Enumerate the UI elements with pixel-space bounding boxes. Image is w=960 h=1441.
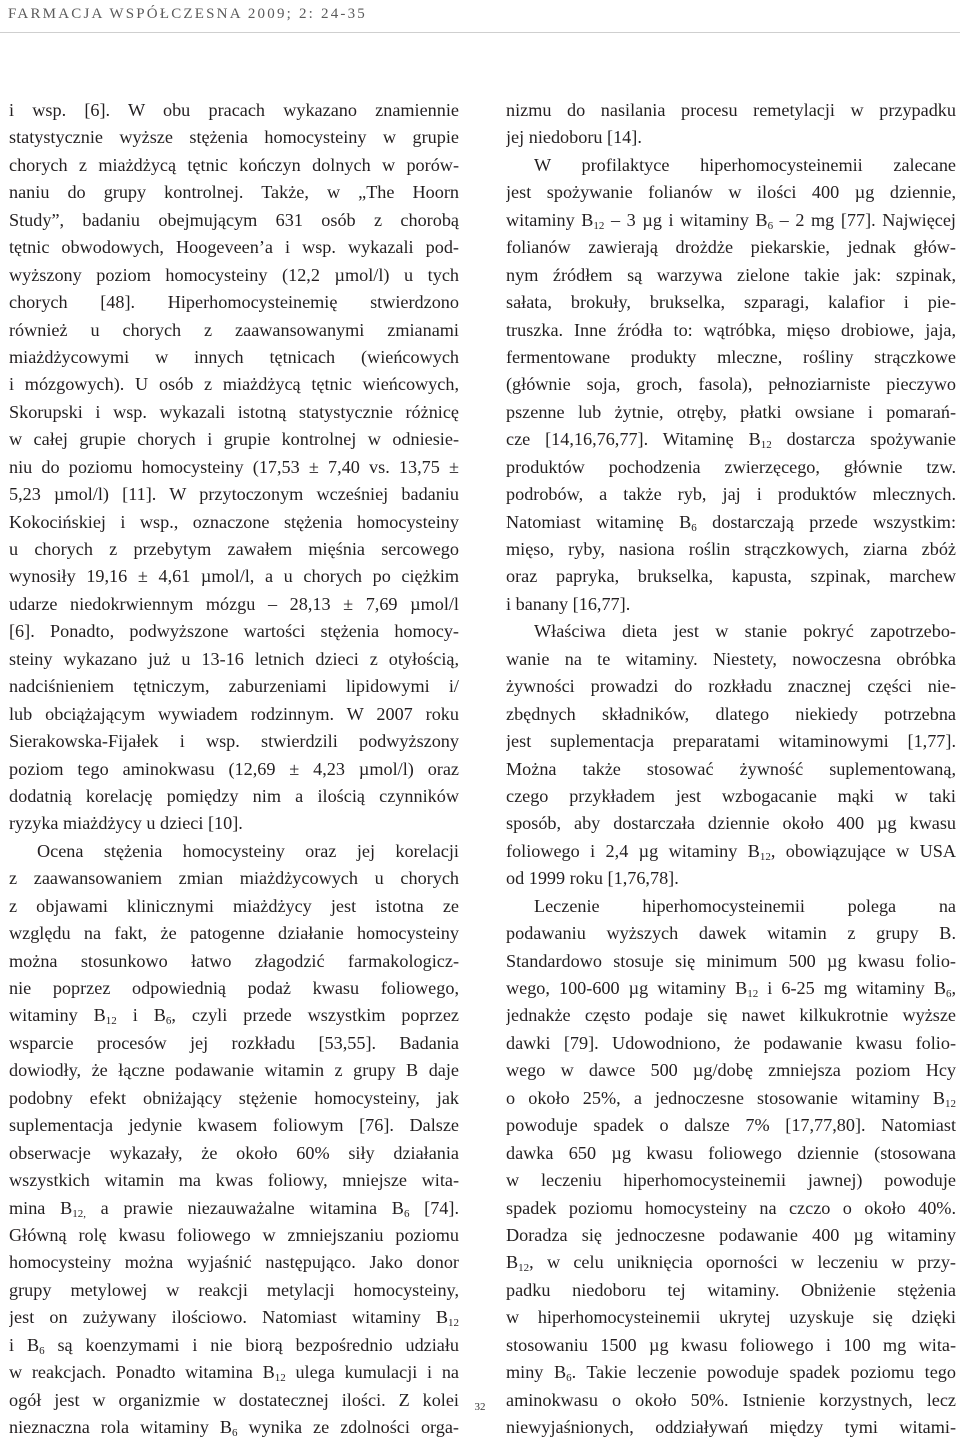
text-line (9, 1112, 459, 1139)
text-line (9, 1414, 459, 1441)
subscript: 12 (518, 1262, 530, 1275)
text-line (9, 371, 459, 398)
text-run: Kokocińskiej i wsp., oznaczone stężenia homocysteiny (9, 511, 459, 532)
text-run: Główną rolę kwasu foliowego w zmniejszaniu poziomu (9, 1224, 459, 1245)
text-line (506, 948, 956, 975)
text-run: a prawie niezauważalne witamina B (85, 1197, 404, 1218)
text-line (506, 810, 956, 837)
text-line (506, 1030, 956, 1057)
text-run: naniu do grupy kontrolnej. Także, w „The Hoorn (9, 182, 459, 203)
text-line (9, 1167, 459, 1194)
text-line (9, 646, 459, 673)
text-run: homocysteiny można wyjaśnić następująco. Jako donor (9, 1252, 459, 1273)
text-run: Leczenie hiperhomocysteinemii polega na (534, 895, 956, 916)
text-line (506, 234, 956, 261)
text-run: wynosiły 19,16 ± 4,61 µmol/l, a u chorych po ciężkim (9, 566, 459, 587)
text-run: Skorupski i wsp. wykazali istotną statystycznie różnicę (9, 401, 459, 422)
text-run: dostarczają przede wszystkim: (696, 511, 956, 532)
text-line (506, 536, 956, 563)
text-run: w reakcjach. Ponadto witamina B (9, 1362, 275, 1383)
text-line (506, 865, 956, 892)
text-line (9, 838, 459, 865)
text-run: truszka. Inne źródła to: wątróbka, mięso drobiowe, jaja, (506, 319, 956, 340)
text-line (506, 838, 956, 865)
subscript: 12, (72, 1207, 86, 1220)
text-run: dostarcza spożywanie (771, 429, 956, 450)
text-run: sałata, brokuły, brukselka, szparagi, kalafior i pie- (506, 292, 956, 313)
text-run: , (951, 978, 956, 998)
text-run: sposób, aby dostarczała dziennie około 400 µg kwasu (506, 813, 956, 834)
text-line (506, 673, 956, 700)
text-line (506, 317, 956, 344)
text-run: obserwacje wykazały, że około 60% siły działania (9, 1142, 459, 1163)
text-line (9, 701, 459, 728)
text-run: i B (9, 1334, 40, 1355)
text-line (9, 262, 459, 289)
text-run: i banany [16,77]. (506, 593, 631, 614)
subscript: 6 (231, 1427, 238, 1439)
text-run: są koenzymami i nie biorą bezpośrednio udziału (44, 1334, 459, 1355)
text-line (9, 1304, 459, 1331)
subscript: 6 (566, 1372, 572, 1385)
text-line (506, 1304, 956, 1331)
text-run: żywności prowadzi do rozkładu znacznej części nie- (506, 676, 956, 697)
text-run: Standardowo stosuje się minimum 500 µg kwasu folio- (506, 950, 956, 971)
text-run: fermentowane produkty mleczne, rośliny strączkowe (506, 346, 956, 367)
text-run: padku niedoboru tej witaminy. Obniżenie stężenia (506, 1279, 956, 1300)
text-line (506, 1112, 956, 1139)
text-run: [6]. Ponadto, podwyższone wartości stężenia homocy- (9, 621, 459, 642)
text-line (9, 399, 459, 426)
text-run: aminokwasu o około 50%. Istnienie korzystnych, lecz (506, 1389, 956, 1410)
text-line (506, 728, 956, 755)
subscript: 6 (945, 988, 952, 1000)
text-run: ogół jest w organizmie w dostatecznej ilości. Z kolei (9, 1389, 459, 1410)
text-line (9, 1030, 459, 1057)
text-run: miny B (506, 1362, 567, 1383)
text-run: dawka 650 µg kwasu foliowego dziennie (stosowana (506, 1142, 956, 1163)
text-line (9, 756, 459, 783)
text-run: o około 25%, a jednoczesne stosowanie witaminy B (506, 1087, 945, 1108)
text-run: nieznaczna rola witaminy B (9, 1417, 232, 1437)
text-run: suplementacja jedynie kwasem foliowym [76]. Dalsze (9, 1115, 459, 1136)
text-run: cze [14,16,76,77]. Witaminę B (506, 429, 761, 450)
text-run: z objawami klinicznymi miażdżycy jest istotna ze (9, 895, 459, 916)
text-run: wanie na te witaminy. Niestety, nowoczesna obróbka (506, 648, 956, 669)
text-run: – 3 µg i witaminy B (604, 209, 768, 230)
text-run: spadek poziomu homocysteiny na czczo o około 40%. (506, 1197, 956, 1218)
text-run: miażdżycowymi w innych tętnicach (wieńcowych (9, 346, 459, 367)
text-line (506, 756, 956, 783)
text-run: , obowiązujące w USA (770, 840, 956, 861)
text-run: oraz papryka, brukselka, kapusta, szpinak, marchew (506, 566, 956, 587)
text-run: [74]. (409, 1197, 459, 1218)
text-run: grupy metylowej w reakcji metylacji homocysteiny, (9, 1279, 459, 1300)
text-run: jednakże często podaje się nawet kilkukrotnie wyższe (506, 1005, 956, 1026)
text-line (506, 1277, 956, 1304)
text-run: foliowego i 2,4 µg witaminy B (506, 840, 760, 861)
text-line (9, 810, 459, 837)
text-line (9, 481, 459, 508)
text-run: Doradza się jednoczesne podawanie 400 µg witaminy (506, 1224, 956, 1245)
text-run: również u chorych z zaawansowanymi zmianami (9, 319, 459, 340)
text-run: pszenne lub żytnie, otręby, płatki owsiane i pomarań- (506, 401, 956, 422)
text-run: można stosunkowo łatwo złagodzić farmakologicz- (9, 950, 459, 971)
text-run: chorych [48]. Hiperhomocysteinemię stwierdzono (9, 292, 459, 313)
text-run: nym źródłem są warzywa zielone takie jak: szpinak, (506, 264, 956, 285)
text-run: Sierakowska-Fijałek i wsp. stwierdzili podwyższony (9, 731, 459, 752)
text-line (9, 426, 459, 453)
text-run: chorych z miażdżycą tętnic kończyn dolnych w porów- (9, 154, 459, 175)
text-run: nizmu do nasilania procesu remetylacji w przypadku (506, 100, 956, 120)
text-run: ulega kumulacji i na (285, 1362, 459, 1383)
text-line (506, 1359, 956, 1386)
text-run: produktów pochodzenia zwierzęcego, głównie tzw. (506, 456, 956, 477)
text-run: mięso, ryby, nasiona roślin strączkowych, ziarna zbóż (506, 539, 956, 559)
page-number: 32 (474, 1401, 486, 1413)
text-run: niu do poziomu homocysteiny (17,53 ± 7,40 vs. 13,75 ± (9, 456, 459, 477)
text-line (506, 97, 956, 124)
text-line (506, 1002, 956, 1029)
text-run: – 2 mg [77]. Najwięcej (773, 209, 956, 230)
subscript: 12 (448, 1317, 459, 1330)
text-line (9, 97, 459, 124)
text-line (506, 289, 956, 316)
text-line (9, 673, 459, 700)
text-run: jej niedoboru [14]. (506, 127, 642, 148)
text-line (506, 701, 956, 728)
text-line (506, 618, 956, 645)
text-line (506, 124, 956, 151)
text-run: u chorych z przebytym zawałem mięśnia sercowego (9, 539, 459, 559)
subscript: 12 (945, 1097, 956, 1110)
subscript: 6 (691, 521, 697, 534)
text-run: z zaawansowaniem zmian miażdżycowych u chorych (9, 868, 459, 889)
text-run: folianów zawierają drożdże piekarskie, jednak głów- (506, 237, 956, 258)
text-line (506, 207, 956, 234)
text-run: podobny efekt obniżający stężenie homocysteiny, jak (9, 1087, 459, 1108)
subscript: 12 (760, 439, 772, 452)
text-line (506, 179, 956, 206)
text-run: i mózgowych). U osób z miażdżycą tętnic wieńcowych, (9, 374, 459, 395)
text-run: 5,23 µmol/l) [11]. W przytoczonym wcześniej badaniu (9, 484, 459, 505)
text-line (9, 1057, 459, 1084)
text-run: wyższony poziom homocysteiny (12,2 µmol/l) u tych (9, 264, 459, 285)
text-run: witaminy B (9, 1005, 106, 1026)
text-line (506, 426, 956, 453)
text-run: nie poprzez odpowiednią podaż kwasu foliowego, (9, 978, 459, 998)
text-run: witaminy B (506, 209, 594, 230)
text-line (9, 124, 459, 151)
text-run: Natomiast witaminę B (506, 511, 692, 532)
subscript: 6 (165, 1015, 172, 1028)
text-run: podrobów, a także ryb, jaj i produktów mlecznych. (506, 484, 956, 505)
text-line (9, 920, 459, 947)
subscript: 12 (747, 988, 759, 1000)
text-line (9, 563, 459, 590)
text-run: Właściwa dieta jest w stanie pokryć zapotrzebo- (534, 621, 956, 642)
text-run: wszystkich witamin ma kwas foliowy, mniejsze wita- (9, 1170, 459, 1191)
text-line (9, 509, 459, 536)
text-line (9, 152, 459, 179)
text-line (506, 1222, 956, 1249)
text-run: ryzyka miażdżycy u dzieci [10]. (9, 813, 243, 834)
text-run: jest suplementacja preparatami witaminowymi [1,77]. (506, 731, 956, 752)
text-line (9, 975, 459, 1002)
text-line (9, 865, 459, 892)
text-run: wego w dawce 500 µg/dobę zmniejsza poziom Hcy (506, 1060, 956, 1081)
left-column (9, 97, 459, 1441)
text-run: Można także stosować żywność suplementowaną, (506, 758, 956, 779)
text-line (506, 371, 956, 398)
text-line (9, 1332, 459, 1359)
text-line (506, 1167, 956, 1194)
text-line (506, 152, 956, 179)
text-line (9, 179, 459, 206)
text-run: czego przykładem jest wzbogacanie mąki w taki (506, 785, 956, 806)
text-run: (głównie soja, groch, fasola), pełnoziarniste pieczywo (506, 374, 956, 395)
text-line (506, 893, 956, 920)
subscript: 6 (767, 219, 774, 232)
text-run: i B (116, 1005, 166, 1026)
text-run: W profilaktyce hiperhomocysteinemii zalecane (534, 154, 956, 175)
right-column (506, 97, 956, 1441)
text-run: dawki [79]. Udowodniono, że podawanie kwasu folio- (506, 1032, 956, 1053)
text-line (9, 1195, 459, 1222)
text-run: udarze niedokrwiennym mózgu – 28,13 ± 7,69 µmol/l (9, 593, 459, 614)
text-line (9, 893, 459, 920)
text-run: lub obciążającym wywiadem rodzinnym. W 2007 roku (9, 703, 459, 724)
text-line (506, 1249, 956, 1276)
text-line (506, 454, 956, 481)
text-line (506, 1140, 956, 1167)
text-line (506, 1332, 956, 1359)
text-run: powoduje spadek o dalsze 7% [17,77,80]. Natomiast (506, 1115, 956, 1136)
text-run: w hiperhomocysteinemii ukrytej uzyskuje się dzięki (506, 1307, 956, 1328)
text-run: steiny wykazano już u 13-16 letnich dzieci z otyłością, (9, 648, 459, 669)
text-run: niewyjaśnionych, oddziaływań między tymi witami- (506, 1417, 956, 1437)
subscript: 6 (39, 1344, 45, 1357)
text-line (9, 234, 459, 261)
text-run: stosowaniu 1500 µg kwasu foliowego i 100 mg wita- (506, 1334, 956, 1355)
text-run: w całej grupie chorych i grupie kontrolnej w odniesie- (9, 429, 459, 450)
text-line (506, 1414, 956, 1441)
text-line (506, 509, 956, 536)
text-line (9, 1002, 459, 1029)
text-line (9, 454, 459, 481)
text-line (9, 1249, 459, 1276)
subscript: 12 (105, 1015, 117, 1028)
text-line (9, 591, 459, 618)
text-line (9, 1140, 459, 1167)
text-run: mina B (9, 1197, 73, 1218)
text-line (506, 975, 956, 1002)
text-line (9, 1277, 459, 1304)
text-line (506, 563, 956, 590)
text-line (506, 399, 956, 426)
text-run: jest on zużywany ilościowo. Natomiast witaminy B (9, 1307, 448, 1328)
text-run: wynika ze zdolności orga- (237, 1417, 459, 1437)
text-run: od 1999 roku [1,76,78]. (506, 868, 679, 889)
subscript: 6 (403, 1207, 410, 1220)
text-line (9, 207, 459, 234)
subscript: 12 (274, 1372, 286, 1385)
text-line (506, 783, 956, 810)
text-run: tętnic obwodowych, Hoogeveen’a i wsp. wykazali pod- (9, 237, 459, 258)
text-run: , czyli przede wszystkim poprzez (171, 1005, 459, 1026)
text-line (506, 1057, 956, 1084)
subscript: 12 (593, 219, 605, 232)
text-run: dodatnią korelację pomiędzy nim a ilością czynników (9, 785, 459, 806)
text-run: zbędnych składników, dlatego niekiedy potrzebna (506, 703, 956, 724)
text-run: w leczeniu hiperhomocysteinemii jawnej) powoduje (506, 1170, 956, 1191)
text-run: podawaniu wyższych dawek witamin z grupy B. (506, 923, 956, 944)
text-run: , w celu uniknięcia oporności w leczeniu w przy- (529, 1252, 956, 1273)
text-run: Ocena stężenia homocysteiny oraz jej korelacji (37, 840, 459, 861)
text-run: . Takie leczenie powoduje spadek poziomu tego (571, 1362, 956, 1383)
text-line (506, 344, 956, 371)
text-run: względu na fakt, że patogenne działanie homocysteiny (9, 923, 459, 944)
text-line (9, 728, 459, 755)
text-line (506, 262, 956, 289)
text-run: jest spożywanie folianów w ilości 400 µg dziennie, (506, 182, 956, 203)
text-run: i wsp. [6]. W obu pracach wykazano znamiennie (9, 100, 459, 120)
text-run: i 6-25 mg witaminy B (758, 978, 946, 998)
text-line (9, 1085, 459, 1112)
text-line (9, 948, 459, 975)
text-line (9, 289, 459, 316)
text-line (506, 1085, 956, 1112)
text-run: poziom tego aminokwasu (12,69 ± 4,23 µmol/l) oraz (9, 758, 459, 779)
text-line (9, 783, 459, 810)
text-line (9, 1359, 459, 1386)
text-line (506, 481, 956, 508)
text-line (9, 344, 459, 371)
text-line (9, 317, 459, 344)
text-line (506, 591, 956, 618)
journal-header: FARMACJA WSPÓŁCZESNA 2009; 2: 24-35 (8, 6, 367, 22)
text-line (9, 1222, 459, 1249)
text-run: statystycznie wyższe stężenia homocysteiny w grupie (9, 127, 459, 148)
text-run: wego, 100-600 µg witaminy B (506, 978, 748, 998)
text-line (9, 618, 459, 645)
text-line (506, 646, 956, 673)
text-line (506, 920, 956, 947)
text-run: B (506, 1252, 519, 1273)
text-run: dowiodły, że łączne podawanie witamin z grupy B daje (9, 1060, 459, 1081)
text-run: nadciśnieniem tętniczym, zaburzeniami lipidowymi i/ (9, 676, 459, 697)
text-line (506, 1195, 956, 1222)
text-line (9, 536, 459, 563)
header-rule (0, 32, 960, 33)
subscript: 12 (759, 850, 771, 863)
text-run: Study”, badaniu obejmującym 631 osób z chorobą (9, 209, 459, 230)
text-run: wsparcie procesów jej rozkładu [53,55]. Badania (9, 1032, 459, 1053)
